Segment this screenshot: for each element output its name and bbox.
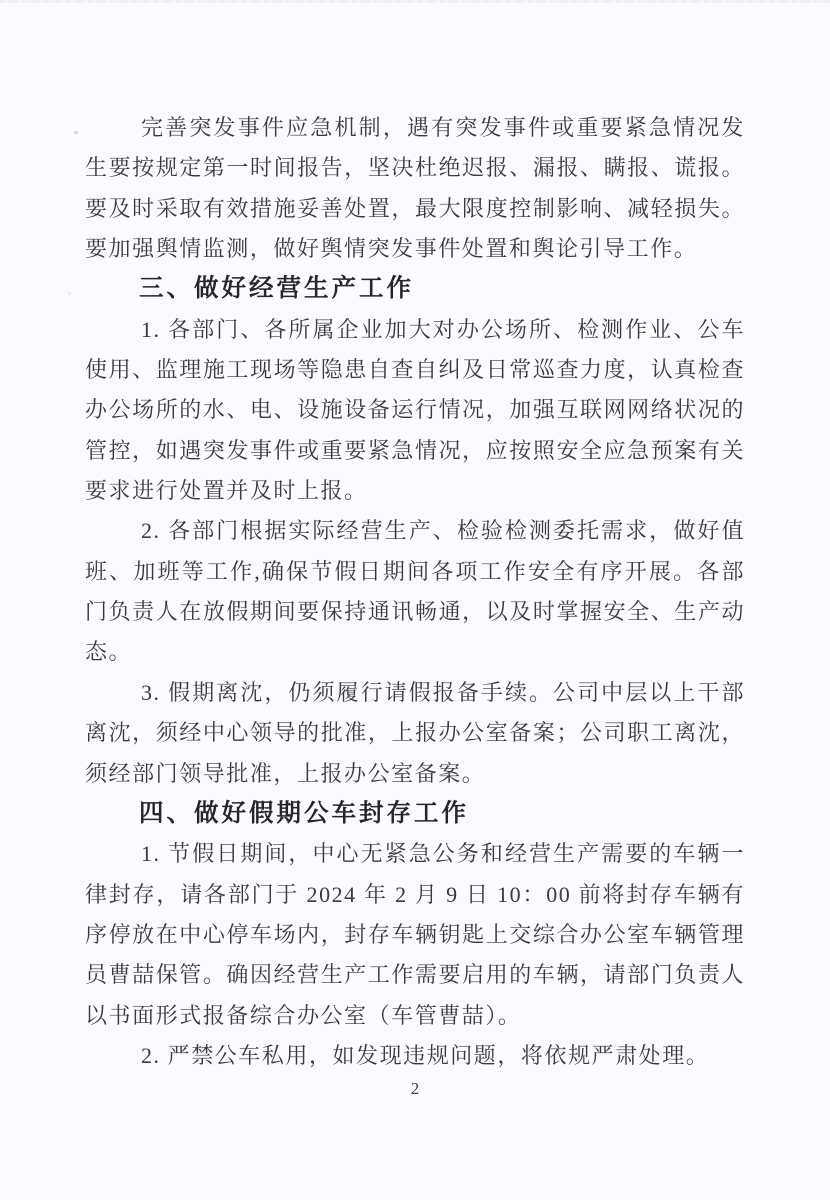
document-body: [85, 108, 745, 1076]
section-heading: 四、做好假期公车封存工作: [139, 799, 469, 827]
paragraph: 1. 节假日期间，中心无紧急公务和经营生产需要的车辆一律封存，请各部门于 2024 年 2 月 9 日 10：00 前将封存车辆有序停放在中心停车场内，封存车辆钥匙上交综合办公室车辆管理员曹喆保管。确因经营生产工作需要启用的车辆，请部门负责人以书面形式报备综合办公室（车管曹喆）。: [85, 841, 745, 1028]
scan-edge-artifact: [0, 0, 830, 3]
paragraph: 完善突发事件应急机制，遇有突发事件或重要紧急情况发生要按规定第一时间报告，坚决杜绝迟报、漏报、瞒报、谎报。要及时采取有效措施妥善处置，最大限度控制影响、减轻损失。要加强舆情监测，做好舆情突发事件处置和舆论引导工作。: [85, 115, 745, 262]
paragraph: 2. 各部门根据实际经营生产、检验检测委托需求，做好值班、加班等工作,确保节假日期间各项工作安全有序开展。各部门负责人在放假期间要保持通讯畅通，以及时掌握安全、生产动态。: [85, 518, 745, 665]
scan-speck: [68, 292, 71, 295]
page-number: 2: [410, 1079, 420, 1098]
scan-speck: [74, 131, 78, 134]
paragraph: 1. 各部门、各所属企业加大对办公场所、检测作业、公车使用、监理施工现场等隐患自查自纠及日常巡查力度，认真检查办公场所的水、电、设施设备运行情况，加强互联网网络状况的管控，如遇突发事件或重要紧急情况，应按照安全应急预案有关要求进行处置并及时上报。: [85, 316, 745, 504]
section-heading: 三、做好经营生产工作: [139, 275, 414, 303]
paragraph: 2. 严禁公车私用，如发现违规问题，将依规严肃处理。: [141, 1042, 710, 1068]
paragraph: 3. 假期离沈，仍须履行请假报备手续。公司中层以上干部离沈，须经中心领导的批准，上报办公室备案；公司职工离沈，须经部门领导批准，上报办公室备案。: [85, 679, 745, 786]
